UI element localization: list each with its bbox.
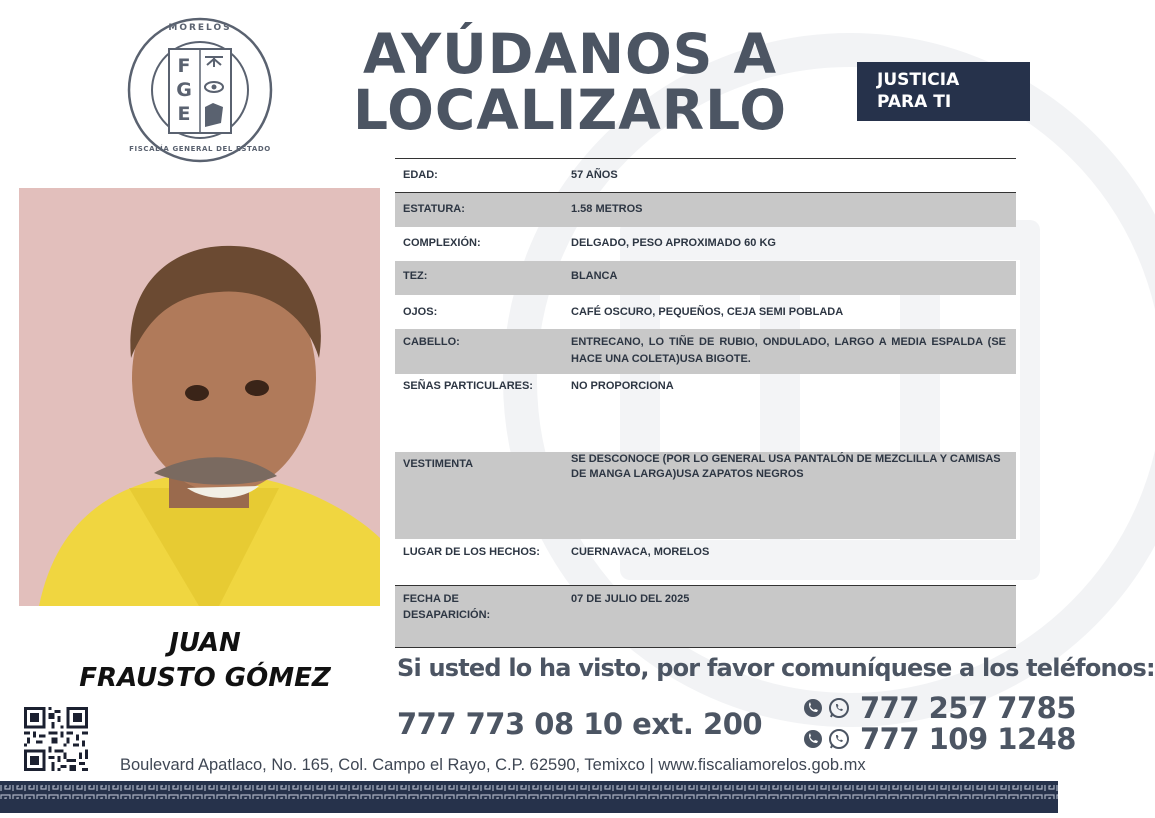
svg-text:G: G xyxy=(176,79,192,101)
row-marks: SEÑAS PARTICULARES: NO PROPORCIONA xyxy=(403,380,674,392)
logo-ring-text: FISCALÍA GENERAL DEL ESTADO xyxy=(129,145,271,153)
details-table xyxy=(395,158,1016,648)
whatsapp-icon xyxy=(828,728,850,750)
row-eyes: OJOS: CAFÉ OSCURO, PEQUEÑOS, CEJA SEMI POBLADA xyxy=(403,306,844,318)
contact-callout: Si usted lo ha visto, por favor comuníquese a los teléfonos: xyxy=(397,654,1155,682)
name-line-1: JUAN xyxy=(169,628,241,658)
badge-line-1: JUSTICIA xyxy=(877,70,960,90)
phone-number-1: 777 257 7785 xyxy=(860,691,1076,725)
missing-person-name xyxy=(20,626,390,696)
row-place: LUGAR DE LOS HECHOS: CUERNAVACA, MORELOS xyxy=(403,546,710,558)
main-phone-number[interactable]: 777 773 08 10 ext. 200 xyxy=(397,707,763,741)
phone-line-1[interactable] xyxy=(803,691,1076,725)
row-build: COMPLEXIÓN: DELGADO, PESO APROXIMADO 60 KG xyxy=(403,237,776,249)
justicia-badge xyxy=(857,62,1030,121)
missing-person-photo xyxy=(19,188,380,606)
logo-top-text: MORELOS xyxy=(168,23,232,33)
fge-logo xyxy=(127,17,273,163)
qr-code-icon[interactable] xyxy=(24,707,88,771)
badge-line-2: PARA TI xyxy=(877,92,952,112)
phone-icon xyxy=(803,729,823,749)
row-date: FECHA DE DESAPARICIÓN: 07 DE JULIO DEL 2025 xyxy=(395,586,1016,647)
footer-band xyxy=(0,781,1058,813)
whatsapp-icon xyxy=(828,697,850,719)
name-line-2: FRAUSTO GÓMEZ xyxy=(79,663,331,693)
fge-logo-icon xyxy=(127,17,273,163)
headline-line-2: LOCALIZARLO xyxy=(353,78,787,142)
svg-text:F: F xyxy=(177,55,191,77)
row-height: ESTATURA: 1.58 METROS xyxy=(395,193,1016,227)
phone-line-2[interactable] xyxy=(803,722,1076,756)
phone-number-2: 777 109 1248 xyxy=(860,722,1076,756)
phone-icon xyxy=(803,698,823,718)
svg-text:E: E xyxy=(177,103,191,125)
row-clothing: VESTIMENTA SE DESCONOCE (POR LO GENERAL USA PANTALÓN DE MEZCLILLA Y CAMISAS DE MANGA LARGA)USA ZAPATOS NEGROS xyxy=(395,452,1016,539)
row-age: EDAD: 57 AÑOS xyxy=(403,169,618,181)
headline xyxy=(300,22,840,142)
headline-line-1: AYÚDANOS A xyxy=(362,22,778,86)
row-hair: CABELLO: ENTRECANO, LO TIÑE DE RUBIO, ONDULADO, LARGO A MEDIA ESPALDA (SE HACE UNA COLETA)USA BIGOTE. xyxy=(395,329,1016,374)
row-complexion: TEZ: BLANCA xyxy=(395,261,1016,295)
address-line: Boulevard Apatlaco, No. 165, Col. Campo el Rayo, C.P. 62590, Temixco | www.fiscaliamorelos.gob.mx xyxy=(120,756,866,774)
